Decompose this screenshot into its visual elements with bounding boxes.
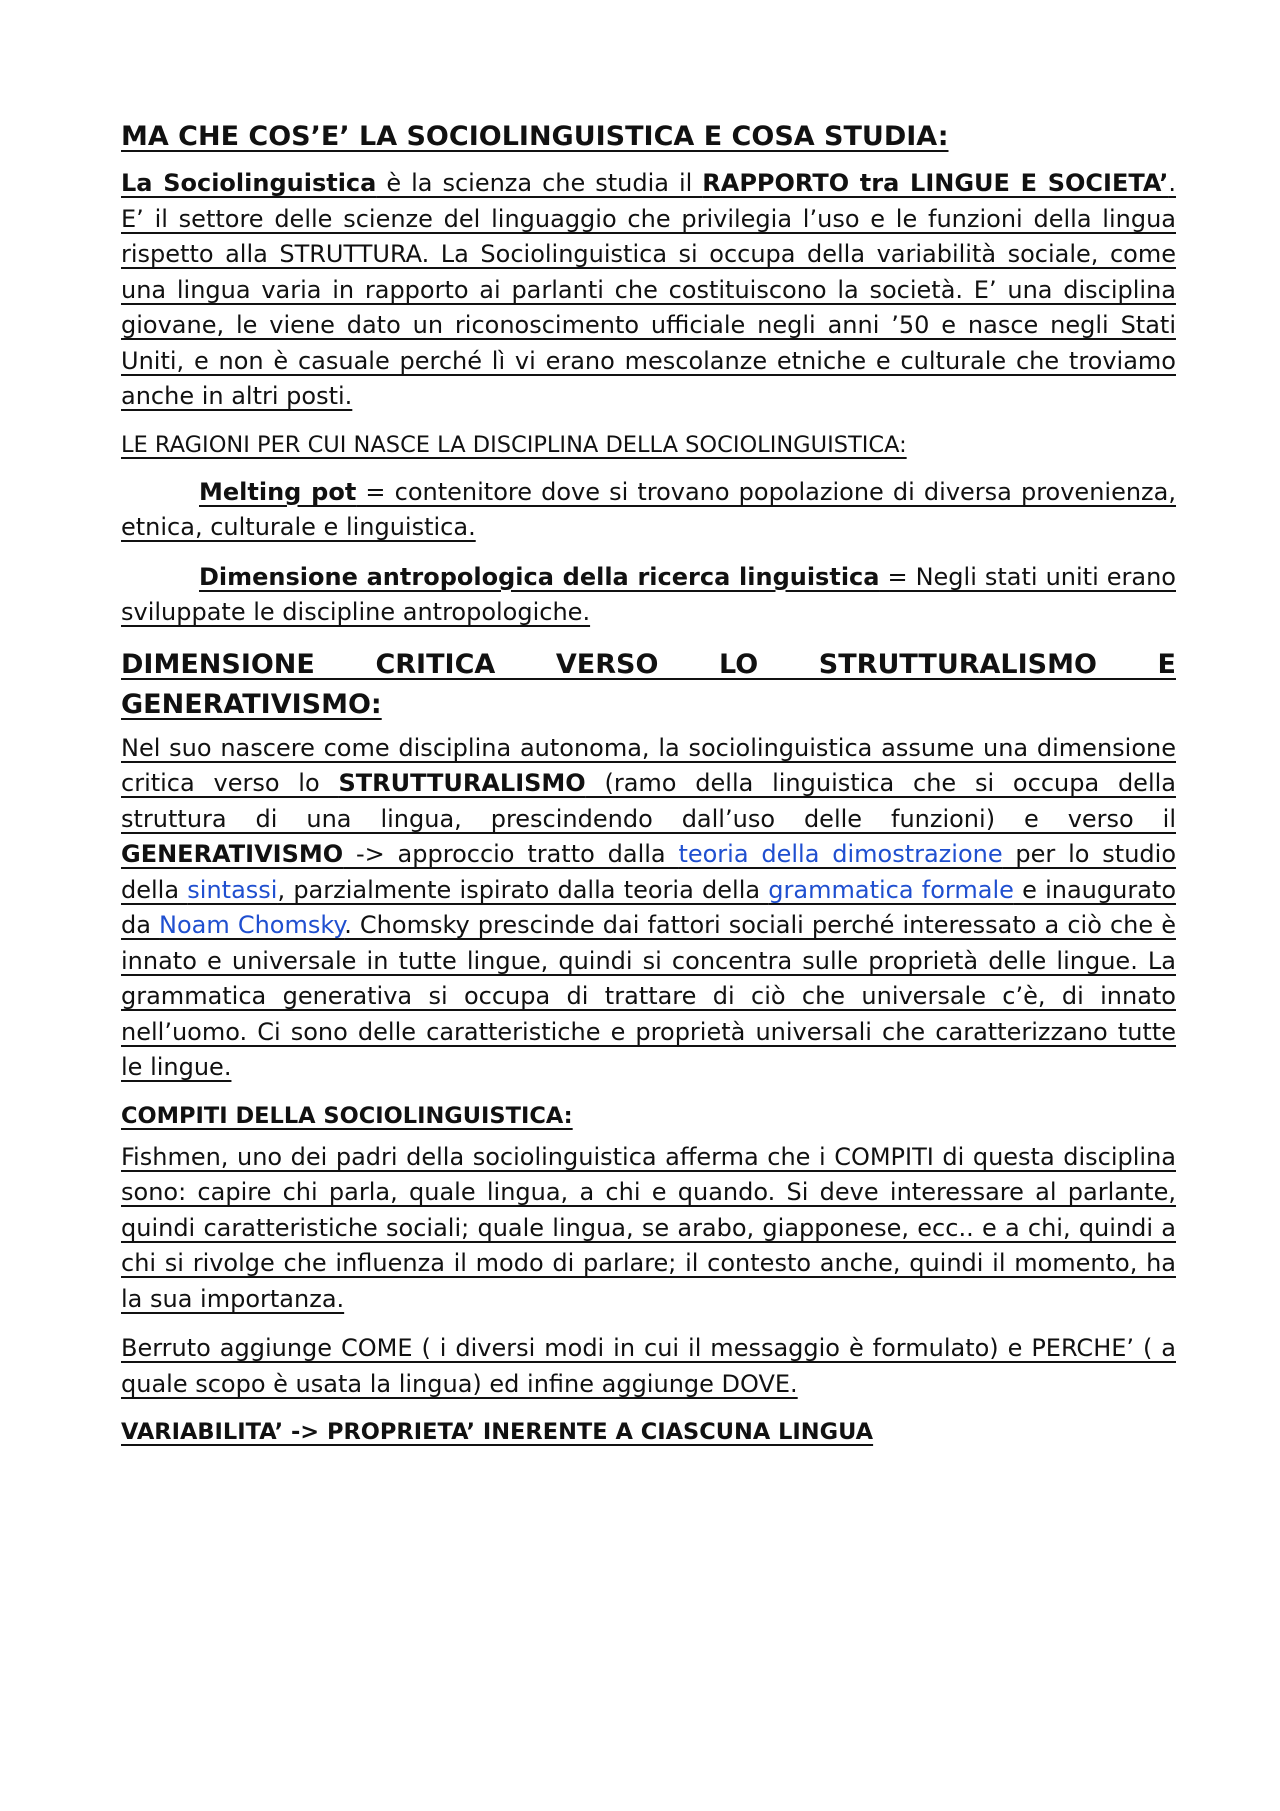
- text-span: . Chomsky prescinde dai fattori sociali perché interessato a ciò che è innato e universale in tutte lingue, quindi si concentra sulle proprietà delle lingue. La grammatica generativa si occupa di trattare di ciò che universale c’è, di innato nell’uomo. Ci sono delle caratteristiche e proprietà universali che caratterizzano tutte le lingue.: [121, 911, 1176, 1081]
- term-rapporto: RAPPORTO tra LINGUE E SOCIETA’: [702, 169, 1169, 197]
- term-generativismo: GENERATIVISMO: [121, 840, 344, 868]
- document-page: [121, 118, 1176, 1456]
- text-span: per lo studio della: [121, 840, 1177, 904]
- term-dimensione: Dimensione antropologica della ricerca linguistica: [199, 562, 880, 591]
- link-sintassi[interactable]: sintassi: [187, 875, 278, 904]
- term-strutturalismo: STRUTTURALISMO: [338, 769, 586, 797]
- heading-dimensione-critica: DIMENSIONE CRITICA VERSO LO STRUTTURALISMO E GENERATIVISMO:: [121, 648, 1176, 720]
- heading-compiti: COMPITI DELLA SOCIOLINGUISTICA:: [121, 1102, 573, 1129]
- text-span: è la scienza che studia il: [376, 169, 703, 197]
- heading-ragioni: LE RAGIONI PER CUI NASCE LA DISCIPLINA DELLA SOCIOLINGUISTICA:: [121, 431, 907, 458]
- text-span: e inaugurato da: [121, 875, 1176, 939]
- term-sociolinguistica: La Sociolinguistica: [121, 169, 377, 197]
- link-grammatica-formale[interactable]: grammatica formale: [768, 875, 1014, 904]
- text-span: = Negli stati uniti erano sviluppate le discipline antropologiche.: [121, 562, 1176, 626]
- paragraph-melting-pot: [121, 475, 1176, 546]
- link-noam-chomsky[interactable]: Noam Chomsky: [159, 911, 345, 939]
- term-melting-pot: Melting pot: [199, 477, 357, 506]
- paragraph-strutturalismo: [121, 731, 1176, 1086]
- paragraph-berruto: Berruto aggiunge COME ( i diversi modi in cui il messaggio è formulato) e PERCHE’ ( a quale scopo è usata la lingua) ed infine aggiunge DOVE.: [121, 1334, 1176, 1398]
- text-span: . E’ il settore delle scienze del linguaggio che privilegia l’uso e le funzioni della lingua rispetto alla STRUTTURA. La Sociolinguistica si occupa della variabilità sociale, come una lingua varia in rapporto ai parlanti che costituiscono la società. E’ una disciplina giovane, le viene dato un riconoscimento ufficiale negli anni ’50 e nasce negli Stati Uniti, e non è casuale perché lì vi erano mescolanze etniche e culturale che troviamo anche in altri posti.: [121, 169, 1176, 410]
- text-span: , parzialmente ispirato dalla teoria della: [277, 875, 769, 904]
- paragraph-definition: [121, 166, 1176, 415]
- paragraph-fishmen: Fishmen, uno dei padri della sociolinguistica afferma che i COMPITI di questa disciplina sono: capire chi parla, quale lingua, a chi e quando. Si deve interessare al parlante, quindi caratteristiche sociali; quale lingua, se arabo, giapponese, ecc.. e a chi, quindi a chi si rivolge che influenza il modo di parlare; il contesto anche, quindi il momento, ha la sua importanza.: [121, 1142, 1176, 1313]
- link-teoria-dimostrazione[interactable]: teoria della dimostrazione: [678, 840, 1003, 868]
- text-span: (ramo della linguistica che si occupa della struttura di una lingua, prescindendo dall’uso delle funzioni) e verso il: [121, 769, 1176, 833]
- text-span: Nel suo nascere come disciplina autonoma, la sociolinguistica assume una dimensione critica verso lo: [121, 733, 1176, 797]
- heading-sociolinguistica: MA CHE COS’E’ LA SOCIOLINGUISTICA E COSA STUDIA:: [121, 121, 949, 152]
- heading-variabilita: VARIABILITA’ -> PROPRIETA’ INERENTE A CIASCUNA LINGUA: [121, 1419, 874, 1445]
- paragraph-dimensione: [121, 560, 1176, 631]
- text-span: = contenitore dove si trovano popolazione di diversa provenienza, etnica, culturale e linguistica.: [121, 477, 1176, 541]
- text-span: -> approccio tratto dalla: [343, 840, 679, 868]
